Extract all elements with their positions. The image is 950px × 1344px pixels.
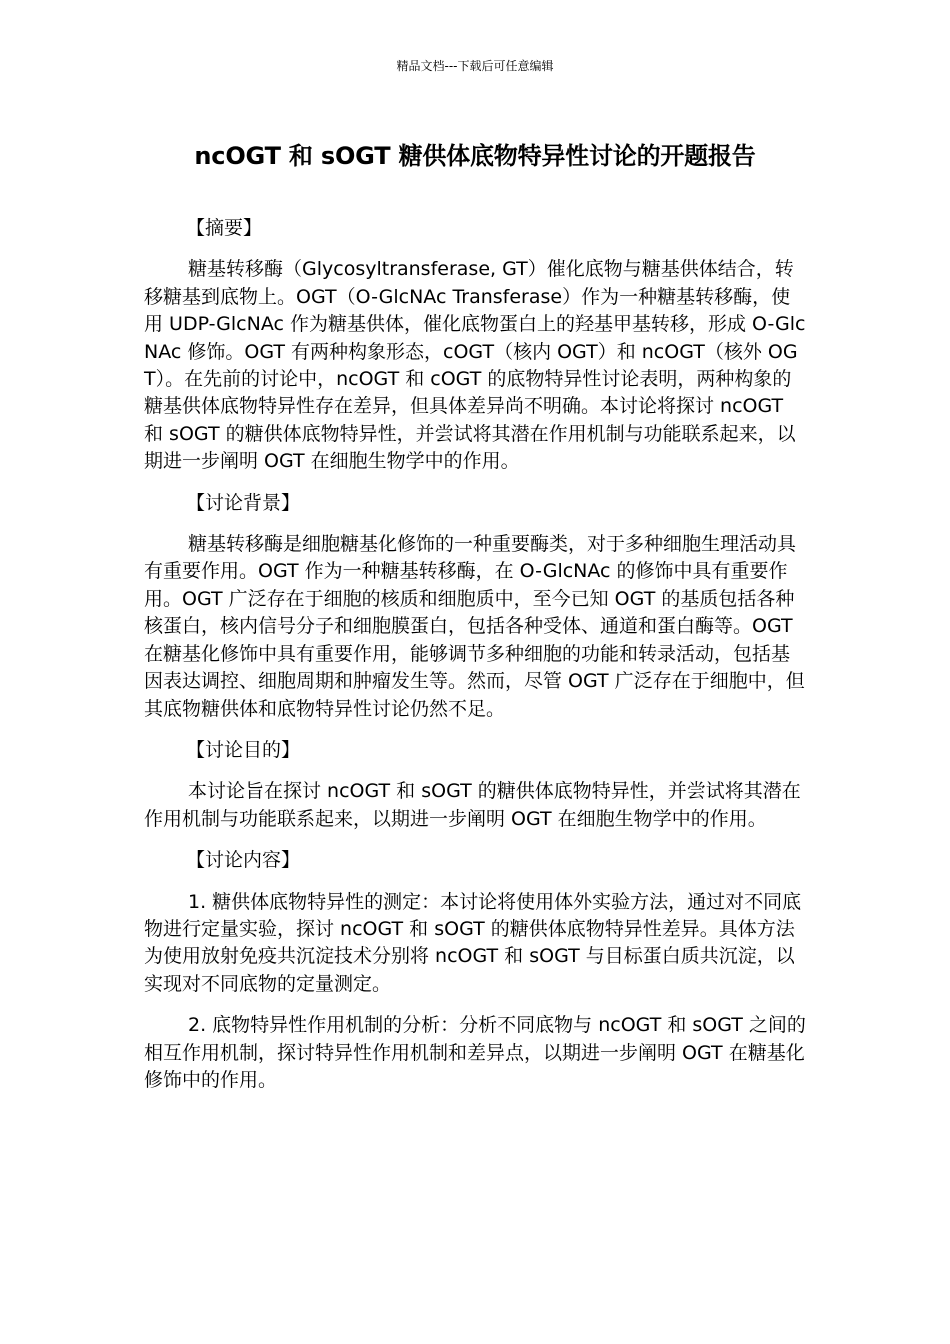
section-heading-purpose: 【讨论目的】 <box>186 738 301 761</box>
document-title: ncOGT 和 sOGT 糖供体底物特异性讨论的开题报告 <box>194 142 756 170</box>
section-heading-background: 【讨论背景】 <box>186 491 301 514</box>
section-heading-abstract: 【摘要】 <box>186 217 263 239</box>
document-body <box>144 215 808 1108</box>
content-item-2: 2. 底物特异性作用机制的分析：分析不同底物与 ncOGT 和 sOGT 之间的相互作用机制，探讨特异性作用机制和差异点，以期进一步阐明 OGT 在糖基化修饰中的作用。 <box>144 1014 806 1091</box>
abstract-paragraph: 糖基转移酶（Glycosyltransferase, GT）催化底物与糖基供体结合，转移糖基到底物上。OGT（O-GlcNAc Transferase）作为一种糖基转移酶，使用 UDP-GlcNAc 作为糖基供体，催化底物蛋白上的羟基甲基转移，形成 O-GlcNAc 修饰。OGT 有两种构象形态，cOGT（核内 OGT）和 ncOGT（核外 OGT）。在先前的讨论中，ncOGT 和 cOGT 的底物特异性讨论表明，两种构象的糖基供体底物特异性存在差异，但具体差异尚不明确。本讨论将探讨 ncOGT 和 sOGT 的糖供体底物特异性，并尝试将其潜在作用机制与功能联系起来，以期进一步阐明 OGT 在细胞生物学中的作用。 <box>144 258 806 473</box>
purpose-paragraph: 本讨论旨在探讨 ncOGT 和 sOGT 的糖供体底物特异性，并尝试将其潜在作用机制与功能联系起来，以期进一步阐明 OGT 在细胞生物学中的作用。 <box>144 780 801 830</box>
section-heading-content: 【讨论内容】 <box>186 849 301 872</box>
header-note: 精品文档---下载后可任意编辑 <box>396 59 554 73</box>
content-item-1: 1. 糖供体底物特异性的测定：本讨论将使用体外实验方法，通过对不同底物进行定量实验，探讨 ncOGT 和 sOGT 的糖供体底物特异性差异。具体方法为使用放射免疫共沉淀技术分别将 ncOGT 和 sOGT 与目标蛋白质共沉淀，以实现对不同底物的定量测定。 <box>144 890 802 995</box>
background-paragraph: 糖基转移酶是细胞糖基化修饰的一种重要酶类，对于多种细胞生理活动具有重要作用。OGT 作为一种糖基转移酶，在 O-GlcNAc 的修饰中具有重要作用。OGT 广泛存在于细胞的核质和细胞质中，至今已知 OGT 的基质包括各种核蛋白，核内信号分子和细胞膜蛋白，包括各种受体、通道和蛋白酶等。OGT 在糖基化修饰中具有重要作用，能够调节多种细胞的功能和转录活动，包括基因表达调控、细胞周期和肿瘤发生等。然而，尽管 OGT 广泛存在于细胞中，但其底物糖供体和底物特异性讨论仍然不足。 <box>144 533 805 720</box>
